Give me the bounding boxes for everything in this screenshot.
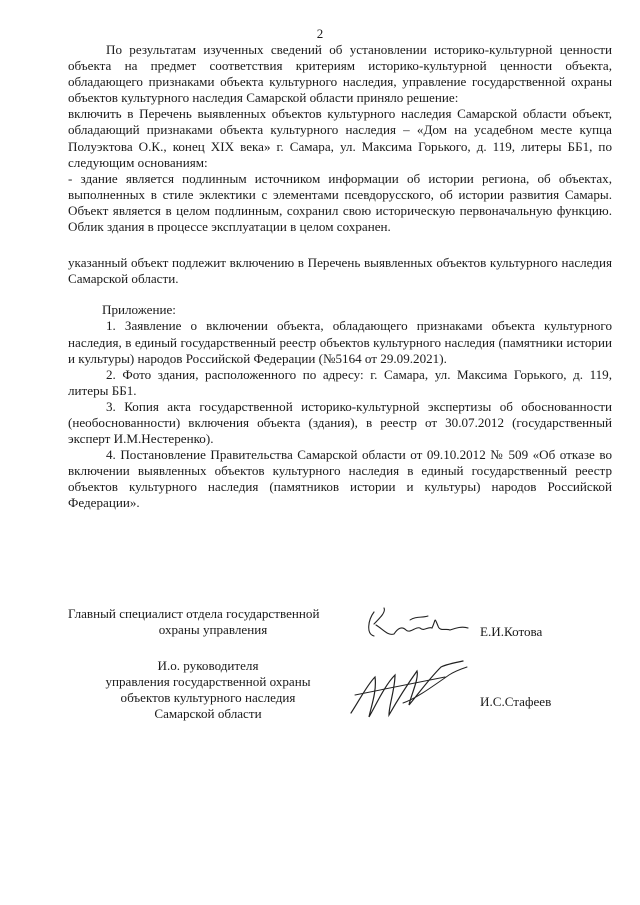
intro-paragraph: По результатам изученных сведений об установлении историко-культурной ценности объекта на предмет соответствия критериям историко-культурной ценности объекта, обладающего признаками объекта культурного наследия, управление государственной охраны объектов культурного наследия Самарской области приняло решение: <box>68 42 612 106</box>
basis-paragraph: - здание является подлинным источником информации об истории региона, об объектах, выполненных в стиле эклектики с элементами псевдорусского, об истории развития Самары. Объект является в целом подлинным, сохранил свою историческую первоначальную функцию. Облик здания в процессе эксплуатации в целом сохранен. <box>68 170 612 235</box>
appendix-item: 1. Заявление о включении объекта, обладающего признаками объекта культурного наследия, в единый государственный реестр объектов культурного наследия (памятники истории и культуры) народов Российской Федерации (№5164 от 29.09.2021). <box>68 318 612 366</box>
signatory-2-position-line: Самарской области <box>154 706 262 722</box>
signature-kotova-image <box>362 598 472 646</box>
signature-stafeev-image <box>345 655 470 727</box>
appendix-title: Приложение: <box>102 302 176 318</box>
page-number: 2 <box>316 26 324 41</box>
document-body <box>68 42 612 512</box>
signatory-2-position-line: управления государственной охраны <box>105 674 311 690</box>
appendix-item: 2. Фото здания, расположенного по адресу: г. Самара, ул. Максима Горького, д. 119, литеры ББ1. <box>68 366 612 398</box>
signatory-2-position <box>78 658 338 722</box>
signatory-2-position-line: И.о. руководителя <box>157 658 259 673</box>
appendix-item: 4. Постановление Правительства Самарской области от 09.10.2012 № 509 «Об отказе во включении выявленных объектов культурного наследия в единый государственный реестр объектов культурного наследия (памятников истории и культуры) народов Российской Федерации». <box>68 447 612 511</box>
signatory-1-position <box>68 606 358 638</box>
signatory-2-position-line: объектов культурного наследия <box>120 690 296 706</box>
signatory-1-position-line: охраны управления <box>158 622 268 638</box>
signatory-1-position-line: Главный специалист отдела государственной <box>68 606 320 621</box>
signatory-2-name: И.С.Стафеев <box>480 694 552 709</box>
conclusion-paragraph: указанный объект подлежит включению в Перечень выявленных объектов культурного наследия Самарской области. <box>68 255 612 287</box>
appendix-item: 3. Копия акта государственной историко-культурной экспертизы об обоснованности (необоснованности) включения объекта (здания), в реестр от 30.07.2012 (государственный эксперт И.М.Нестеренко). <box>68 398 612 447</box>
decision-paragraph: включить в Перечень выявленных объектов культурного наследия Самарской области объект, обладающий признаками объекта культурного наследия – «Дом на усадебном месте купца Полуэктова О.К., конец XIX века» г. Самара, ул. Максима Горького, д. 119, литеры ББ1, по следующим основаниям: <box>68 106 612 170</box>
signatory-1-name: Е.И.Котова <box>480 624 543 639</box>
